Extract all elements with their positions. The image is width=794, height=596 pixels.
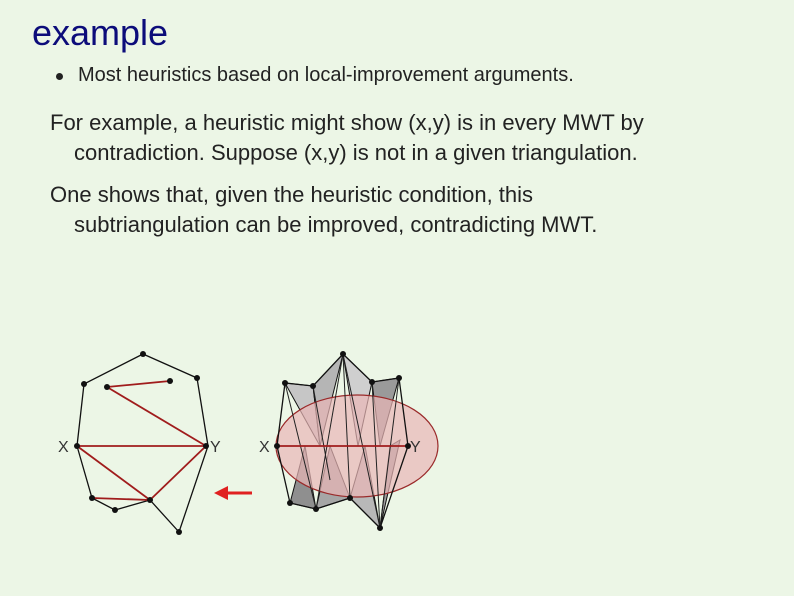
right-y-label: Y (410, 439, 421, 456)
paragraph-example-line1: For example, a heuristic might show (x,y) is in every MWT by (50, 110, 644, 135)
left-red-edges (77, 381, 206, 500)
bullet-text: Most heuristics based on local-improvement arguments. (78, 64, 574, 86)
left-triangulation (58, 351, 221, 535)
left-polygon-outline (77, 354, 208, 532)
right-x-label: X (259, 439, 270, 456)
right-triangulation (259, 351, 438, 531)
paragraph-improvement-line2: subtriangulation can be improved, contradicting MWT. (74, 212, 598, 237)
left-arrow-icon (214, 486, 252, 500)
slide-title: example (32, 12, 169, 53)
paragraph-improvement-line1: One shows that, given the heuristic condition, this (50, 182, 534, 207)
left-x-label: X (58, 439, 69, 456)
left-y-label: Y (210, 439, 221, 456)
paragraph-example-line2: contradiction. Suppose (x,y) is not in a given triangulation. (74, 140, 638, 165)
